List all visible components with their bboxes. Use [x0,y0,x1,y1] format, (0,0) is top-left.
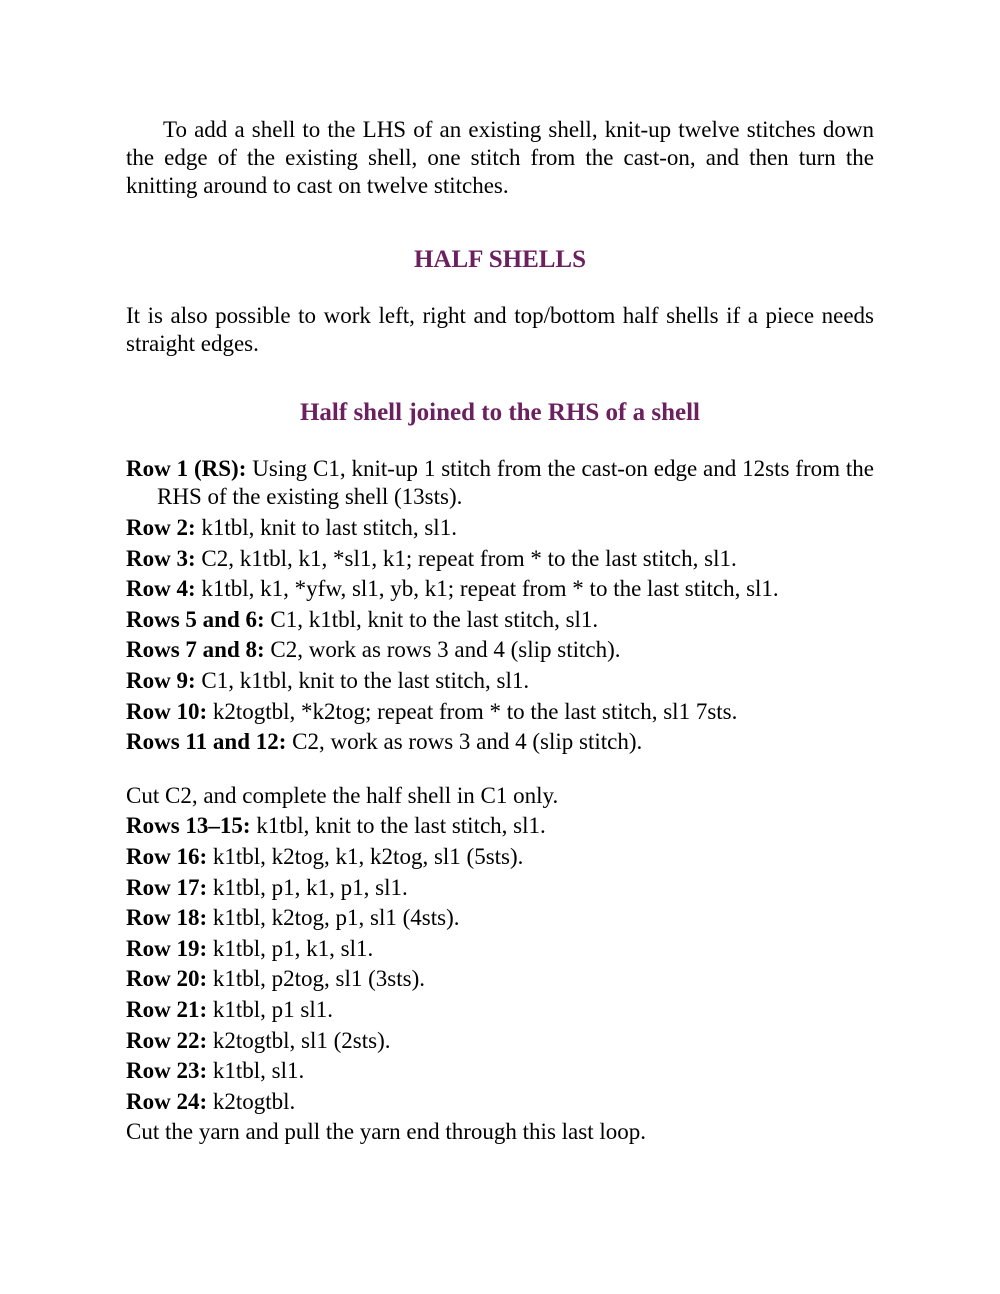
row-label: Rows 5 and 6: [126,606,265,632]
row-instruction [126,842,874,873]
row-instruction [126,903,874,934]
final-instruction-note: Cut the yarn and pull the yarn end through this last loop. [126,1119,646,1145]
row-text: k1tbl, sl1. [207,1058,305,1084]
section-heading-half-shells: HALF SHELLS [413,246,587,273]
intro-paragraph: To add a shell to the LHS of an existing shell, knit-up twelve stitches down the edge of the existing shell, one stitch from the cast-on, and then turn the knitting around to cast on twelve stitches. [126,117,874,198]
row-label: Row 1 (RS): [126,456,247,481]
row-label: Row 17: [126,874,208,900]
row-instruction [126,544,874,575]
row-instruction [126,513,874,544]
row-instruction [126,811,874,842]
row-instruction [126,1056,874,1087]
row-label: Row 2: [126,515,196,540]
half-shells-paragraph: It is also possible to work left, right and top/bottom half shells if a piece needs straight edges. [126,303,874,356]
row-label: Row 3: [126,545,196,571]
row-text: k1tbl, p2tog, sl1 (3sts). [207,966,426,992]
row-instruction [126,934,874,965]
row-text: C1, k1tbl, knit to the last stitch, sl1. [264,606,599,632]
row-label: Row 21: [126,996,208,1022]
row-label: Rows 13–15: [126,813,251,839]
row-text: k1tbl, knit to last stitch, sl1. [195,515,457,540]
row-instruction [126,605,874,636]
row-instruction [126,635,874,666]
row-text: k2togtbl. [207,1088,296,1114]
row-text: k1tbl, knit to the last stitch, sl1. [250,813,546,839]
row-instruction [126,574,874,605]
row-instruction [126,1087,874,1118]
row-label: Row 4: [126,576,196,602]
row-instructions-part1 [126,455,874,758]
row-text: k1tbl, k2tog, k1, k2tog, sl1 (5sts). [207,843,524,869]
row-text: k1tbl, p1, k1, p1, sl1. [207,874,408,900]
row-text: k1tbl, k1, *yfw, sl1, yb, k1; repeat from * to the last stitch, sl1. [195,576,779,602]
row-instruction [126,873,874,904]
subsection-heading-rhs: Half shell joined to the RHS of a shell [299,399,700,426]
row-instruction [126,697,874,728]
document-page [126,116,874,1148]
row-label: Row 18: [126,905,208,931]
row-instructions-part2 [126,811,874,1117]
row-label: Row 19: [126,935,208,961]
row-text: Using C1, knit-up 1 stitch from the cast-on edge and 12sts from the RHS of the existing shell (13sts). [157,456,874,509]
row-text: k2togtbl, sl1 (2sts). [207,1027,391,1053]
row-text: k2togtbl, *k2tog; repeat from * to the last stitch, sl1 7sts. [207,698,738,724]
row-label: Row 10: [126,698,208,724]
row-label: Row 20: [126,966,208,992]
row-label: Row 22: [126,1027,208,1053]
row-label: Row 23: [126,1058,208,1084]
row-instruction [126,1026,874,1057]
row-text: C1, k1tbl, knit to the last stitch, sl1. [195,667,530,693]
row-label: Row 16: [126,843,208,869]
row-instruction [126,666,874,697]
row-label: Row 9: [126,667,196,693]
row-label: Rows 7 and 8: [126,637,265,663]
row-text: C2, k1tbl, k1, *sl1, k1; repeat from * to the last stitch, sl1. [195,545,737,571]
row-text: k1tbl, k2tog, p1, sl1 (4sts). [207,905,460,931]
row-instruction [126,964,874,995]
row-instruction [126,455,874,511]
row-text: k1tbl, p1, k1, sl1. [207,935,374,961]
row-text: C2, work as rows 3 and 4 (slip stitch). [264,637,621,663]
row-text: C2, work as rows 3 and 4 (slip stitch). [286,729,643,755]
row-instruction [126,995,874,1026]
row-label: Rows 11 and 12: [126,729,287,755]
row-text: k1tbl, p1 sl1. [207,996,334,1022]
row-label: Row 24: [126,1088,208,1114]
cut-c2-note: Cut C2, and complete the half shell in C1 only. [126,782,559,808]
row-instruction [126,727,874,758]
